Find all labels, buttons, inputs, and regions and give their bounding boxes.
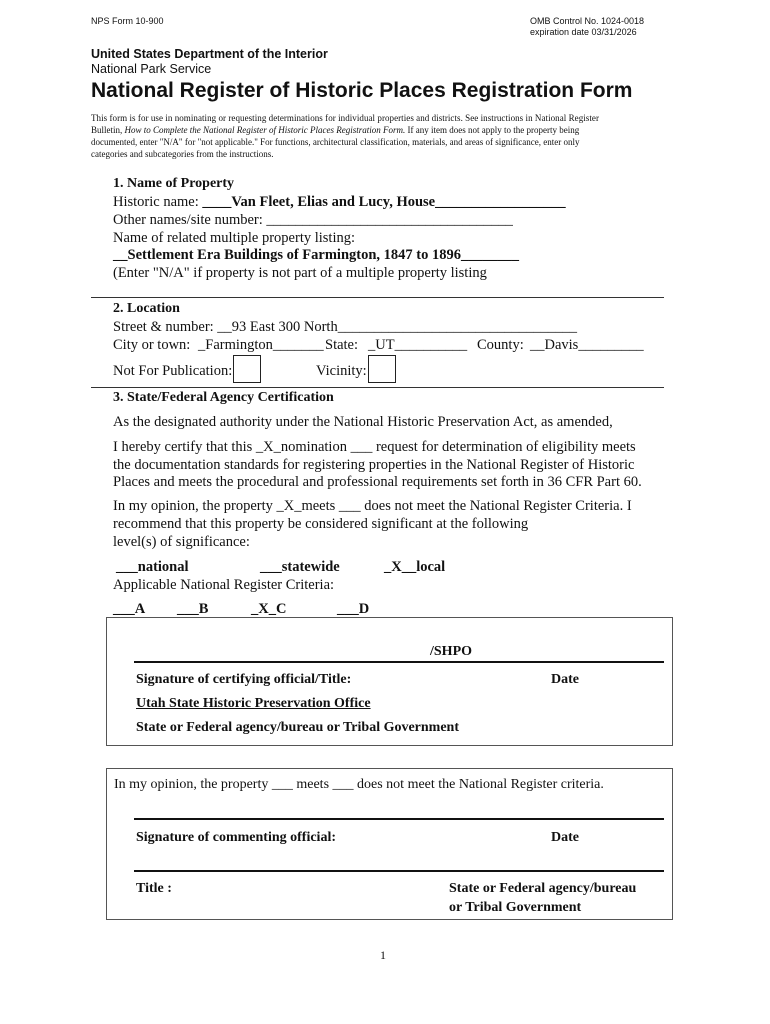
page-title: National Register of Historic Places Registration Form <box>91 79 633 102</box>
related-listing-field[interactable]: __Settlement Era Buildings of Farmington, 1847 to 1896________ <box>113 247 519 263</box>
shpo-label: /SHPO <box>430 644 473 659</box>
other-names-field[interactable]: __________________________________ <box>266 212 513 228</box>
street-row <box>113 319 577 336</box>
criteria-b[interactable]: ___B <box>177 601 209 617</box>
criteria-d[interactable]: ___D <box>337 601 370 617</box>
expiration-date: expiration date 03/31/2026 <box>530 27 637 37</box>
historic-name-label: Historic name: <box>113 194 203 210</box>
certifying-date-label: Date <box>551 672 579 687</box>
na-note: (Enter "N/A" if property is not part of a multiple property listing <box>113 265 487 281</box>
service-name: National Park Service <box>91 62 212 76</box>
vicinity-label: Vicinity: <box>316 363 367 379</box>
section-3-heading: 3. State/Federal Agency Certification <box>113 390 334 405</box>
certify-line-1: I hereby certify that this _X_nomination ___ request for determination of eligibility meets <box>113 439 636 455</box>
intro-line-4: categories and subcategories from the instructions. <box>91 149 274 159</box>
certify-line-2: the documentation standards for registering properties in the National Register of Historic <box>113 457 635 473</box>
section-2-heading: 2. Location <box>113 301 180 316</box>
commenting-title-line[interactable] <box>134 870 664 872</box>
criteria-label: Applicable National Register Criteria: <box>113 577 335 593</box>
state-field[interactable]: _UT__________ <box>368 337 468 353</box>
not-for-publication-label: Not For Publication: <box>113 363 233 379</box>
certifying-agency-label: State or Federal agency/bureau or Tribal Government <box>136 720 460 735</box>
department-name: United States Department of the Interior <box>91 47 328 61</box>
not-for-publication-row <box>113 355 261 383</box>
certify-line-3: Places and meets the procedural and professional requirements set forth in 36 CFR Part 60. <box>113 474 642 490</box>
commenting-opinion: In my opinion, the property ___ meets ___ does not meet the National Register criteria. <box>114 777 604 792</box>
county-field[interactable]: __Davis_________ <box>530 337 644 353</box>
county-label: County: <box>477 337 524 353</box>
street-field[interactable]: __93 East 300 North_________________________________ <box>217 319 577 335</box>
related-listing-label: Name of related multiple property listing: <box>113 230 356 246</box>
omb-control-number: OMB Control No. 1024-0018 <box>530 16 645 26</box>
opinion-line-1: In my opinion, the property _X_meets ___ does not meet the National Register Criteria. I <box>113 498 632 514</box>
divider <box>91 297 664 298</box>
level-statewide[interactable]: ___statewide <box>260 559 340 575</box>
opinion-line-2: recommend that this property be considered significant at the following <box>113 516 529 532</box>
other-names-row <box>113 212 513 229</box>
not-for-publication-checkbox[interactable] <box>233 355 261 383</box>
state-label: State: <box>325 337 359 353</box>
section-1-heading: 1. Name of Property <box>113 176 235 191</box>
certifying-office: Utah State Historic Preservation Office <box>136 696 371 711</box>
commenting-signature-label: Signature of commenting official: <box>136 830 336 845</box>
vicinity-checkbox[interactable] <box>368 355 396 383</box>
divider <box>91 387 664 388</box>
form-number: NPS Form 10-900 <box>91 16 164 26</box>
city-field[interactable]: _Farmington_______ <box>198 337 324 353</box>
certifying-signature-label: Signature of certifying official/Title: <box>136 672 352 687</box>
commenting-agency-line-2: or Tribal Government <box>449 900 582 915</box>
criteria-c[interactable]: _X_C <box>251 601 287 617</box>
historic-name-row <box>113 194 566 211</box>
page-number: 1 <box>380 948 386 962</box>
commenting-date-label: Date <box>551 830 579 845</box>
intro-line-3: documented, enter "N/A" for "not applicable." For functions, architectural classification, materials, and areas of significance, enter only <box>91 137 580 147</box>
level-national[interactable]: ___national <box>116 559 189 575</box>
criteria-a[interactable]: ___A <box>113 601 146 617</box>
bulletin-title: How to Complete the National Register of Historic Places Registration Form. <box>124 125 406 135</box>
commenting-agency-line-1: State or Federal agency/bureau <box>449 881 637 896</box>
historic-name-field[interactable]: ____Van Fleet, Elias and Lucy, House__________________ <box>202 194 566 210</box>
level-local[interactable]: _X__local <box>384 559 446 575</box>
opinion-line-3: level(s) of significance: <box>113 534 250 550</box>
certifying-signature-line[interactable] <box>134 661 664 663</box>
street-label: Street & number: <box>113 319 218 335</box>
commenting-signature-line[interactable] <box>134 818 664 820</box>
intro-line-1: This form is for use in nominating or requesting determinations for individual properties and districts. See instructions in National Register <box>91 113 600 123</box>
city-label: City or town: <box>113 337 191 353</box>
other-names-label: Other names/site number: <box>113 212 267 228</box>
authority-statement: As the designated authority under the National Historic Preservation Act, as amended, <box>113 414 613 430</box>
intro-line-2: Bulletin, How to Complete the National Register of Historic Places Registration Form. If any item does not apply to the property being <box>91 125 580 135</box>
commenting-title-label: Title : <box>136 881 172 896</box>
vicinity-row <box>316 355 396 383</box>
